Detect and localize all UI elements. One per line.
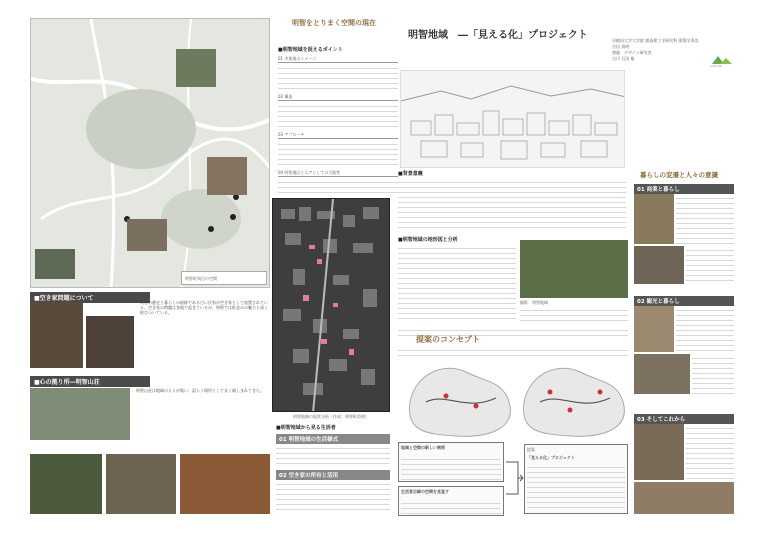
flow-2-text <box>401 499 501 515</box>
point-1: 01 市街地のイメージ <box>278 56 398 63</box>
concept-title: 提案のコンセプト <box>416 335 480 344</box>
flow-box-1 <box>398 442 504 482</box>
concept-diagram-2-drawing <box>520 362 630 440</box>
concept-intro <box>398 346 628 360</box>
terrain-heading: ■明智地域の地形図と分析 <box>398 237 458 243</box>
flow-1-text <box>401 455 501 481</box>
photo-street <box>106 454 176 514</box>
points-list <box>278 56 398 196</box>
lab-logo <box>708 52 738 68</box>
map-photo-1 <box>176 49 216 87</box>
sanctuary-text: 明智山荘は地域の人々が集い、語らう場所として長く親しまれてきた。 <box>136 388 264 393</box>
background-heading: ■背景意義 <box>398 171 423 177</box>
point-1-text <box>278 64 398 90</box>
tourism-text <box>676 306 734 352</box>
credit-line-3: 齋藤 デザイン研究室 <box>612 50 652 55</box>
concept-diagram-1 <box>406 362 516 440</box>
photo-old-house-2 <box>86 316 134 368</box>
section-commerce: 01 商業と暮らし <box>634 184 734 194</box>
section-future: 03 そしてこれから <box>634 414 734 424</box>
commerce-text <box>676 194 734 244</box>
left-section-title: 明智をとりまく空間の現在 <box>292 19 376 27</box>
sub-point-2-text <box>276 480 390 510</box>
right-section-title: 暮らしの変遷と人々の意識 <box>640 171 718 179</box>
point-4-text <box>278 178 398 196</box>
point-2-text <box>278 102 398 128</box>
point-4: 04 明智地区とエアとしての可能性 <box>278 170 398 177</box>
residents-heading: ■明智地域から見る生活者 <box>276 425 336 431</box>
photo-forest <box>30 454 102 514</box>
town-sketch <box>400 70 625 168</box>
flow-result-text <box>527 463 625 509</box>
point-2: 02 構造 <box>278 94 398 101</box>
sub-point-1: 01 明智地域の生活様式 <box>276 434 390 444</box>
tourism-text-2 <box>692 354 734 394</box>
town-sketch-drawing <box>401 71 625 168</box>
map-photo-4 <box>127 219 167 251</box>
map-photo-2 <box>207 157 247 195</box>
flow-result-label: 「見える化」プロジェクト <box>527 455 575 460</box>
area-map[interactable] <box>30 18 270 288</box>
points-heading: ■明智地域を捉えるポイント <box>278 47 343 53</box>
photo-mountain <box>30 388 130 440</box>
photo-old-house-1 <box>30 302 83 368</box>
section-tourism: 02 観光と暮らし <box>634 296 734 306</box>
flow-1-label: 地域と空間の新しい関係 <box>401 445 445 450</box>
aerial-photo <box>520 240 628 298</box>
flow-result-box <box>524 444 628 514</box>
commerce-text-2 <box>686 246 734 284</box>
photo-note <box>520 306 628 322</box>
flow-3-label: 提案 <box>527 447 535 452</box>
map-legend: 明智町周辺の空間 <box>181 271 267 285</box>
terrain-text <box>398 244 516 322</box>
logo-text: yoki-lab <box>710 64 722 68</box>
vacant-houses-text: 明智の歴史と暮らしの痕跡である古い民家が空き家として放置されている。空き家の問題は各地で起きているが、明智では町並みの魅力と深く結びついている。 <box>140 300 268 316</box>
main-title: 明智地域 ―「見える化」プロジェクト <box>408 30 588 41</box>
concept-diagram-2 <box>520 362 630 440</box>
photo-commerce-2 <box>634 246 684 284</box>
background-text <box>398 178 626 232</box>
photo-future-2 <box>634 482 734 514</box>
point-3: 03 アプローチ <box>278 132 398 139</box>
photo-autumn <box>180 454 270 514</box>
flow-box-2 <box>398 486 504 516</box>
photo-tourism <box>634 306 674 352</box>
photo-commerce <box>634 194 674 244</box>
heading-vacant-houses: ■空き家問題について <box>30 292 150 303</box>
town-analysis-map[interactable] <box>272 198 390 412</box>
credit-line-1: 早稲田大学大学院 創造理工学研究科 建築学専攻 <box>612 38 699 43</box>
credit-line-2: 吉田 真明 <box>612 44 630 49</box>
point-3-text <box>278 140 398 166</box>
sub-point-1-text <box>276 444 390 466</box>
future-text <box>686 424 734 480</box>
concept-diagram-1-drawing <box>406 362 516 440</box>
photo-caption: 撮影：明智地域 <box>520 300 548 305</box>
photo-future <box>634 424 684 480</box>
flow-arrow <box>504 458 524 498</box>
credit-line-4: 吉川 石田 雄 <box>612 56 635 61</box>
sub-point-2: 02 空き家の所有と活用 <box>276 470 390 480</box>
town-map-drawing <box>273 199 390 412</box>
arrow-right-icon <box>504 458 524 498</box>
town-map-caption: 明智地域の現状分析（作成：明智町役場） <box>293 414 369 419</box>
heading-sanctuary: ■心の拠り所―明智山荘 <box>30 376 150 387</box>
flow-2-label: 生活者目線の空間を見直す <box>401 489 449 494</box>
map-photo-3 <box>35 249 75 279</box>
photo-tourism-2 <box>634 354 690 394</box>
